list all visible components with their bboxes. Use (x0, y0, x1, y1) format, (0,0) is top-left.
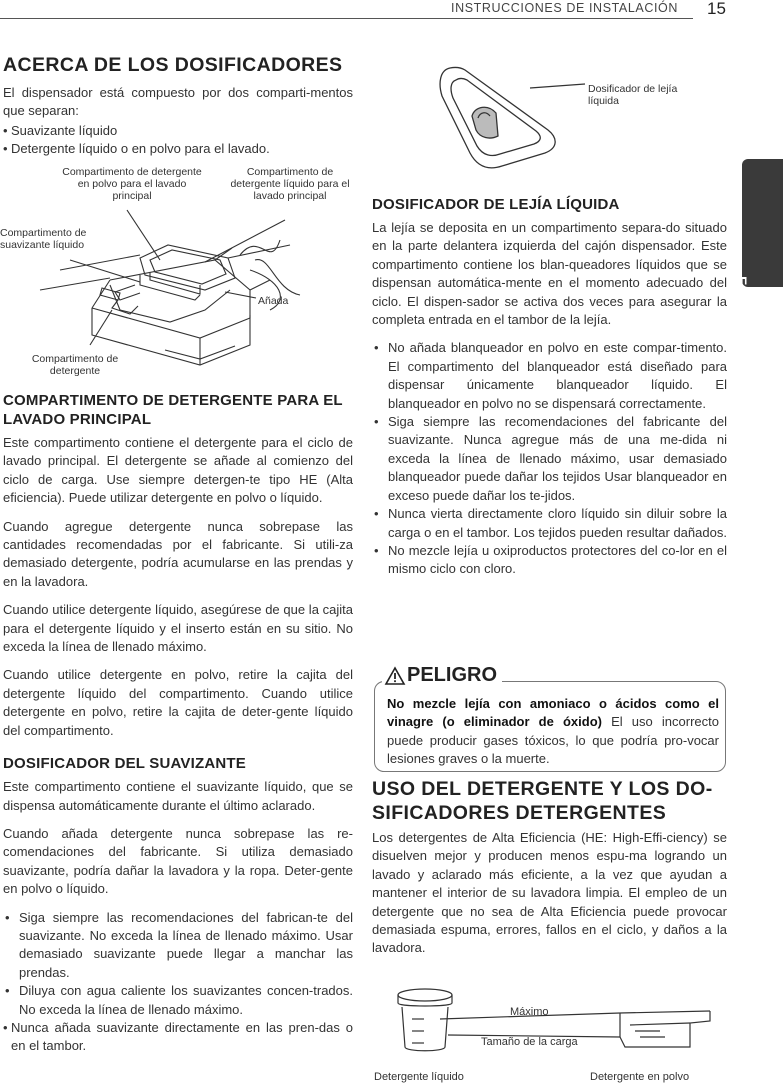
label-liquid-compartment: Compartimento de detergente líquido para el lavado principal (230, 166, 350, 202)
warning-title: PELIGRO (407, 664, 498, 686)
warning-heading (382, 664, 502, 687)
detergent-cups-illustration (390, 985, 720, 1060)
right-column-top (372, 195, 727, 579)
bleach-list (372, 339, 727, 578)
list-item: • Siga siempre las recomendaciones del fabrican-te del suavizante. No exceda la línea de llenado máximo. Usar demasiado suavizante puede llegar a manchar las prendas. (3, 909, 353, 983)
section-title-softener: DOSIFICADOR DEL SUAVIZANTE (3, 755, 246, 773)
language-tab (742, 159, 783, 287)
warning-bold-text: No mezcle lejía con amoniaco o ácidos como el vinagre (o eliminador de óxido) (387, 696, 719, 730)
softener-list-last (3, 1019, 353, 1056)
label-powder-compartment: Compartimento de detergente en polvo para el lavado principal (62, 166, 202, 202)
main-wash-paragraph: Cuando utilice detergente en polvo, retire la cajita del detergente líquido del compartimento. Cuando utilice detergente en polvo, retire la cajita de deter-gente líquido del compartimento. (3, 667, 353, 738)
warning-triangle-icon (384, 666, 406, 686)
header-divider (0, 18, 693, 19)
warning-body-text: El uso incorrecto puede producir gases tóxicos, lo que podría pro-vocar lesiones graves o la muerte. (387, 714, 719, 767)
label-softener-compartment: Compartimento de suavizante líquido (0, 227, 87, 251)
list-item: • Diluya con agua caliente los suavizantes concen-trados. No exceda la línea de llenado máximo. (3, 982, 353, 1019)
page-number: 15 (707, 0, 726, 18)
main-wash-paragraph: Cuando utilice detergente líquido, asegúrese de que la cajita para el detergente líquido y el inserto están en su sitio. No exceda la línea de llenado máximo. (3, 602, 353, 655)
section-title-detergent-use: USO DEL DETERGENTE Y LOS DO-SIFICADORES DETERGENTES (372, 778, 713, 824)
list-item: • Nunca añada suavizante directamente en las pren-das o en el tambor. (3, 1019, 353, 1056)
header-title: INSTRUCCIONES DE INSTALACIÓN (451, 1, 679, 15)
softener-list (3, 909, 353, 1019)
softener-paragraph: Cuando añada detergente nunca sobrepase las re-comendaciones del fabricante. Si utiliza demasiado suavizante, podría dañar la lavadora y la ropa. Deter-gente en polvo o líquido. (3, 825, 353, 897)
main-wash-paragraph: Este compartimento contiene el detergente para el ciclo de lavado principal. El detergente se añade al comienzo del ciclo de carga. Use siempre detergen-te tipo HE (Alta eficiencia). Puede utilizar detergente en polvo o líquido. (3, 435, 353, 506)
section-title-bleach: DOSIFICADOR DE LEJÍA LÍQUIDA (372, 196, 620, 213)
list-item: • No añada blanqueador en polvo en este compar-timento. El compartimento del blanqueador está diseñado para dispensar únicamente blanqueador líquido. El blanqueador en polvo no se dispensará correctamente. (372, 339, 727, 413)
language-tab-label: ESPAÑOL (734, 276, 750, 350)
detergent-use-paragraph: Los detergentes de Alta Eficiencia (HE: High-Effi-ciency) se disuelven mejor y producen menos espu-ma logrando un lavado y aclarado más eficiente, a la vez que ayudan a mantener el interior de su lavadora limpia. El empleo de un detergente que no sea de Alta Eficiencia puede provocar demasiada espuma, errores, fallos en el ciclo, y daños a la lavadora. (372, 830, 727, 956)
label-detergent-compartment: Compartimento de detergente (31, 353, 119, 377)
left-column-bottom (3, 391, 353, 1056)
warning-text (387, 695, 719, 769)
label-liquid-detergent: Detergente líquido (374, 1071, 464, 1083)
label-maximum: Máximo (510, 1006, 549, 1018)
dispensers-list (3, 122, 353, 159)
right-column-bottom (372, 777, 727, 958)
bleach-paragraph: La lejía se deposita en un compartimento separa-do situado en la parte delantera izquierda del cajón dispensador. Este compartimento contiene los blan-queadores líquidos que se dispensan automática-mente en el momento adecuado del ciclo. El dispen-sador se activa dos veces para asegurar la completa entrada en el tambor de la lejía. (372, 220, 727, 328)
list-item: • Detergente líquido o en polvo para el lavado. (3, 140, 353, 158)
list-item: • Suavizante líquido (3, 122, 353, 140)
list-item: • Nunca vierta directamente cloro líquido sin diluir sobre la carga o en el tambor. Los tejidos pueden resultar dañados. (372, 505, 727, 542)
list-item: • No mezcle lejía u oxiproductos protectores del co-lor en el mismo ciclo con cloro. (372, 542, 727, 579)
label-bleach-dispenser: Dosificador de lejía líquida (588, 83, 678, 107)
softener-paragraph: Este compartimento contiene el suavizante líquido, que se dispensa automáticamente durante el último aclarado. (3, 779, 353, 813)
label-powder-detergent: Detergente en polvo (590, 1071, 690, 1083)
label-add: Añada (258, 295, 289, 307)
section-title-dispensers: ACERCA DE LOS DOSIFICADORES (3, 54, 343, 76)
label-load-size: Tamaño de la carga (481, 1036, 578, 1048)
section-title-main-wash: COMPARTIMENTO DE DETERGENTE PARA EL LAVADO PRINCIPAL (3, 392, 343, 428)
dispensers-intro: El dispensador está compuesto por dos comparti-mentos que separan: (3, 85, 353, 119)
left-column-top (3, 54, 353, 159)
list-item: • Siga siempre las recomendaciones del fabricante del suavizante. Nunca agregue más de una me-dida ni exceda la línea de llenado máximo, usar demasiado blanqueador puede dañar los tejidos Usar blanqueador en exceso puede dañar los te-jidos. (372, 413, 727, 505)
bleach-dispenser-illustration (430, 58, 600, 178)
main-wash-paragraph: Cuando agregue detergente nunca sobrepase las cantidades recomendadas por el fabricante. Si utili-za demasiado detergente, podría acumularse en las prendas y en la lavadora. (3, 518, 353, 589)
